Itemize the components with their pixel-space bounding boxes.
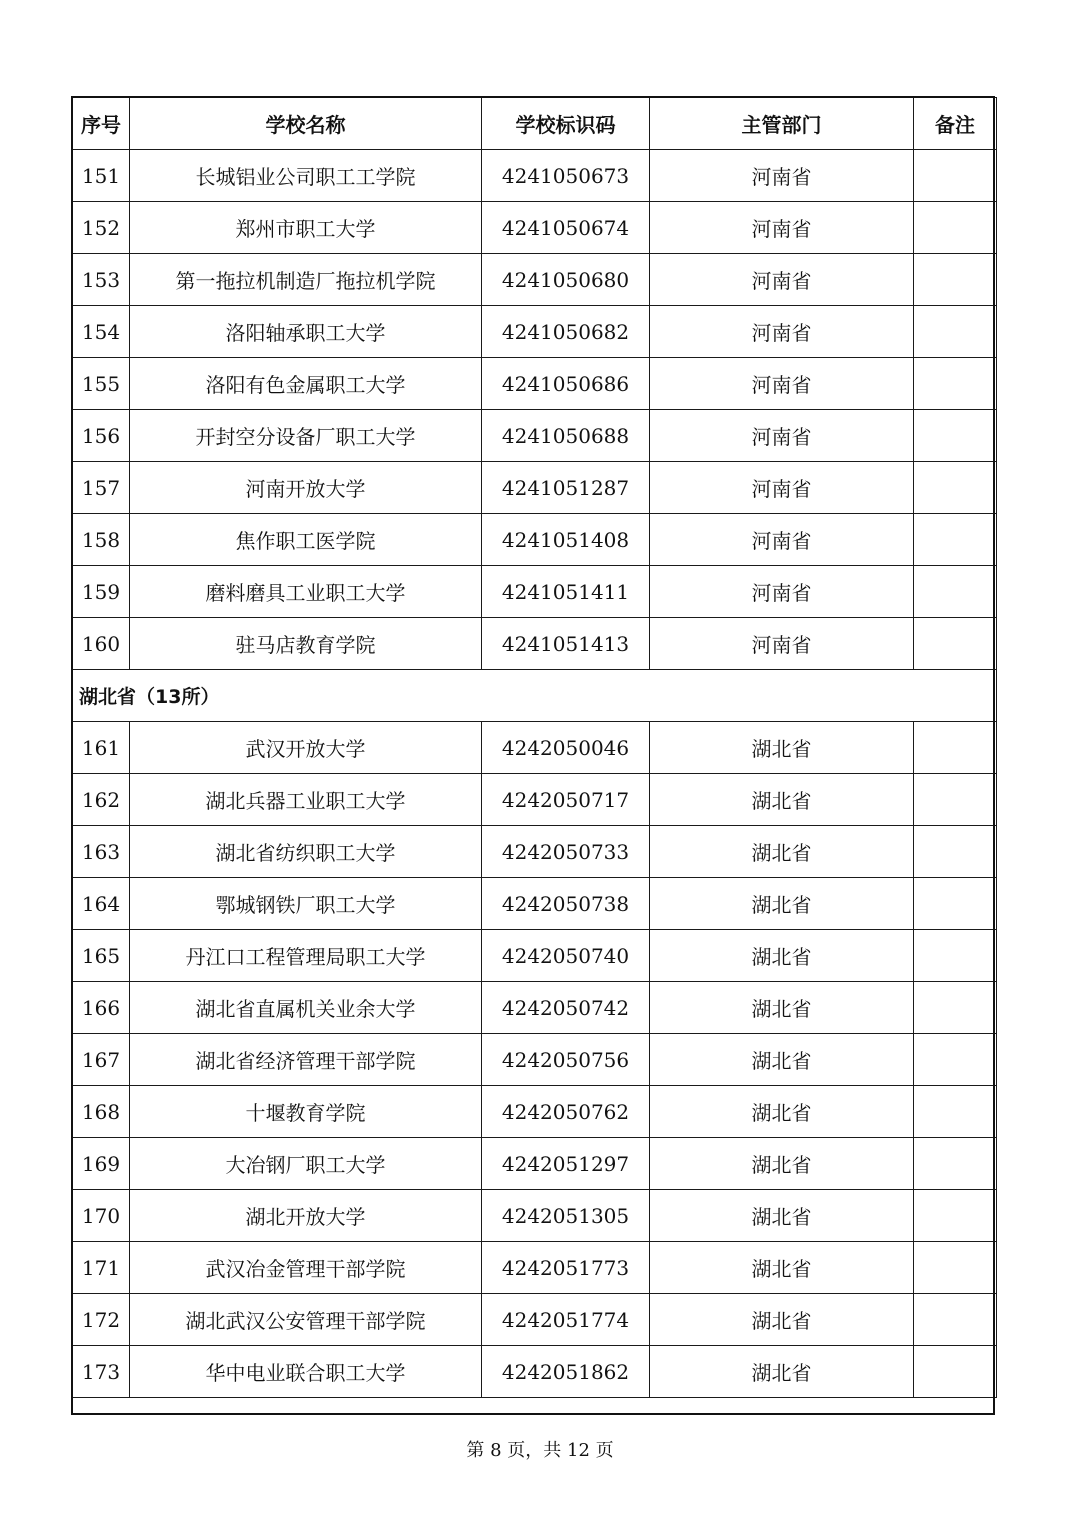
- cell-index: 165: [73, 930, 130, 982]
- cell-department: 湖北省: [650, 982, 914, 1034]
- header-row: [73, 98, 997, 150]
- cell-school-name: 郑州市职工大学: [130, 202, 482, 254]
- cell-school-code: 4241051413: [482, 618, 650, 670]
- cell-department: 河南省: [650, 410, 914, 462]
- cell-index: 156: [73, 410, 130, 462]
- cell-index: 155: [73, 358, 130, 410]
- cell-school-code: 4242050046: [482, 722, 650, 774]
- cell-note: [914, 1294, 997, 1346]
- cell-school-code: 4241050686: [482, 358, 650, 410]
- cell-school-name: 湖北兵器工业职工大学: [130, 774, 482, 826]
- cell-school-code: 4241050682: [482, 306, 650, 358]
- cell-department: 湖北省: [650, 1242, 914, 1294]
- group-label: 湖北省（13所）: [73, 670, 997, 722]
- cell-department: 湖北省: [650, 1138, 914, 1190]
- cell-note: [914, 826, 997, 878]
- cell-department: 河南省: [650, 514, 914, 566]
- cell-index: 164: [73, 878, 130, 930]
- table-row: [73, 1086, 997, 1138]
- cell-note: [914, 462, 997, 514]
- cell-department: 河南省: [650, 202, 914, 254]
- cell-department: 湖北省: [650, 1086, 914, 1138]
- cell-school-code: 4242051774: [482, 1294, 650, 1346]
- cell-school-name: 洛阳有色金属职工大学: [130, 358, 482, 410]
- cell-school-name: 湖北省经济管理干部学院: [130, 1034, 482, 1086]
- cell-note: [914, 410, 997, 462]
- cell-school-code: 4241050674: [482, 202, 650, 254]
- cell-department: 河南省: [650, 566, 914, 618]
- header-index: 序号: [73, 98, 130, 150]
- table-row: [73, 1242, 997, 1294]
- table-row: [73, 722, 997, 774]
- cell-index: 168: [73, 1086, 130, 1138]
- header-name: 学校名称: [130, 98, 482, 150]
- table-row: [73, 1294, 997, 1346]
- cell-note: [914, 1086, 997, 1138]
- cell-school-name: 大冶钢厂职工大学: [130, 1138, 482, 1190]
- cell-school-name: 鄂城钢铁厂职工大学: [130, 878, 482, 930]
- cell-index: 163: [73, 826, 130, 878]
- cell-department: 湖北省: [650, 878, 914, 930]
- group-section: [73, 670, 997, 722]
- cell-note: [914, 774, 997, 826]
- cell-school-code: 4241050688: [482, 410, 650, 462]
- cell-index: 160: [73, 618, 130, 670]
- cell-department: 河南省: [650, 462, 914, 514]
- table-row: [73, 1034, 997, 1086]
- header-dept: 主管部门: [650, 98, 914, 150]
- cell-department: 河南省: [650, 150, 914, 202]
- cell-note: [914, 358, 997, 410]
- cell-note: [914, 202, 997, 254]
- cell-school-code: 4242050762: [482, 1086, 650, 1138]
- cell-school-name: 湖北省纺织职工大学: [130, 826, 482, 878]
- cell-note: [914, 1190, 997, 1242]
- cell-index: 152: [73, 202, 130, 254]
- rows-hubei: [73, 722, 997, 1398]
- table-row: [73, 410, 997, 462]
- cell-index: 169: [73, 1138, 130, 1190]
- cell-school-code: 4242050733: [482, 826, 650, 878]
- cell-index: 162: [73, 774, 130, 826]
- table-row: [73, 306, 997, 358]
- table-row: [73, 878, 997, 930]
- cell-school-code: 4242050717: [482, 774, 650, 826]
- table-row: [73, 1138, 997, 1190]
- cell-school-name: 丹江口工程管理局职工大学: [130, 930, 482, 982]
- cell-department: 河南省: [650, 618, 914, 670]
- cell-school-name: 磨料磨具工业职工大学: [130, 566, 482, 618]
- cell-department: 河南省: [650, 358, 914, 410]
- cell-index: 159: [73, 566, 130, 618]
- cell-index: 167: [73, 1034, 130, 1086]
- table-row: [73, 982, 997, 1034]
- cell-school-code: 4242051862: [482, 1346, 650, 1398]
- cell-note: [914, 982, 997, 1034]
- table-row: [73, 774, 997, 826]
- cell-school-name: 驻马店教育学院: [130, 618, 482, 670]
- cell-index: 166: [73, 982, 130, 1034]
- cell-note: [914, 878, 997, 930]
- cell-note: [914, 306, 997, 358]
- cell-school-code: 4242051773: [482, 1242, 650, 1294]
- cell-note: [914, 254, 997, 306]
- cell-school-name: 十堰教育学院: [130, 1086, 482, 1138]
- cell-school-code: 4242050740: [482, 930, 650, 982]
- cell-school-name: 武汉冶金管理干部学院: [130, 1242, 482, 1294]
- cell-department: 湖北省: [650, 722, 914, 774]
- cell-school-name: 湖北武汉公安管理干部学院: [130, 1294, 482, 1346]
- cell-index: 153: [73, 254, 130, 306]
- cell-department: 河南省: [650, 306, 914, 358]
- table-row: [73, 618, 997, 670]
- cell-school-name: 湖北省直属机关业余大学: [130, 982, 482, 1034]
- cell-school-code: 4241050673: [482, 150, 650, 202]
- cell-note: [914, 514, 997, 566]
- cell-index: 170: [73, 1190, 130, 1242]
- cell-department: 湖北省: [650, 1346, 914, 1398]
- cell-note: [914, 566, 997, 618]
- table-row: [73, 826, 997, 878]
- cell-note: [914, 930, 997, 982]
- cell-school-code: 4242050738: [482, 878, 650, 930]
- cell-school-code: 4241051411: [482, 566, 650, 618]
- cell-index: 158: [73, 514, 130, 566]
- cell-school-name: 武汉开放大学: [130, 722, 482, 774]
- cell-note: [914, 150, 997, 202]
- table-row: [73, 202, 997, 254]
- cell-note: [914, 1346, 997, 1398]
- cell-index: 151: [73, 150, 130, 202]
- table-row: [73, 566, 997, 618]
- cell-school-code: 4242050742: [482, 982, 650, 1034]
- header-note: 备注: [914, 98, 997, 150]
- page-footer: 第 8 页，共 12 页: [466, 1440, 614, 1461]
- cell-note: [914, 1034, 997, 1086]
- table-row: [73, 1346, 997, 1398]
- cell-department: 湖北省: [650, 774, 914, 826]
- table-row: [73, 254, 997, 306]
- table-row: [73, 462, 997, 514]
- cell-note: [914, 722, 997, 774]
- cell-school-code: 4242051297: [482, 1138, 650, 1190]
- cell-department: 河南省: [650, 254, 914, 306]
- table-row: [73, 514, 997, 566]
- cell-school-name: 开封空分设备厂职工大学: [130, 410, 482, 462]
- cell-department: 湖北省: [650, 826, 914, 878]
- cell-index: 171: [73, 1242, 130, 1294]
- cell-school-name: 第一拖拉机制造厂拖拉机学院: [130, 254, 482, 306]
- header-code: 学校标识码: [482, 98, 650, 150]
- cell-school-name: 长城铝业公司职工工学院: [130, 150, 482, 202]
- cell-school-code: 4241051287: [482, 462, 650, 514]
- table-row: [73, 930, 997, 982]
- cell-index: 172: [73, 1294, 130, 1346]
- cell-department: 湖北省: [650, 1294, 914, 1346]
- cell-school-code: 4241050680: [482, 254, 650, 306]
- cell-index: 154: [73, 306, 130, 358]
- cell-index: 157: [73, 462, 130, 514]
- cell-school-code: 4241051408: [482, 514, 650, 566]
- cell-school-code: 4242051305: [482, 1190, 650, 1242]
- cell-note: [914, 1138, 997, 1190]
- table-row: [73, 1190, 997, 1242]
- cell-school-code: 4242050756: [482, 1034, 650, 1086]
- cell-school-name: 华中电业联合职工大学: [130, 1346, 482, 1398]
- group-row: [73, 670, 997, 722]
- cell-department: 湖北省: [650, 1034, 914, 1086]
- table-row: [73, 358, 997, 410]
- cell-school-name: 洛阳轴承职工大学: [130, 306, 482, 358]
- cell-department: 湖北省: [650, 930, 914, 982]
- table-row: [73, 150, 997, 202]
- cell-note: [914, 1242, 997, 1294]
- cell-index: 161: [73, 722, 130, 774]
- school-table: [72, 97, 997, 1398]
- cell-index: 173: [73, 1346, 130, 1398]
- cell-school-name: 河南开放大学: [130, 462, 482, 514]
- cell-school-name: 焦作职工医学院: [130, 514, 482, 566]
- cell-note: [914, 618, 997, 670]
- rows-henan: [73, 150, 997, 670]
- cell-department: 湖北省: [650, 1190, 914, 1242]
- cell-school-name: 湖北开放大学: [130, 1190, 482, 1242]
